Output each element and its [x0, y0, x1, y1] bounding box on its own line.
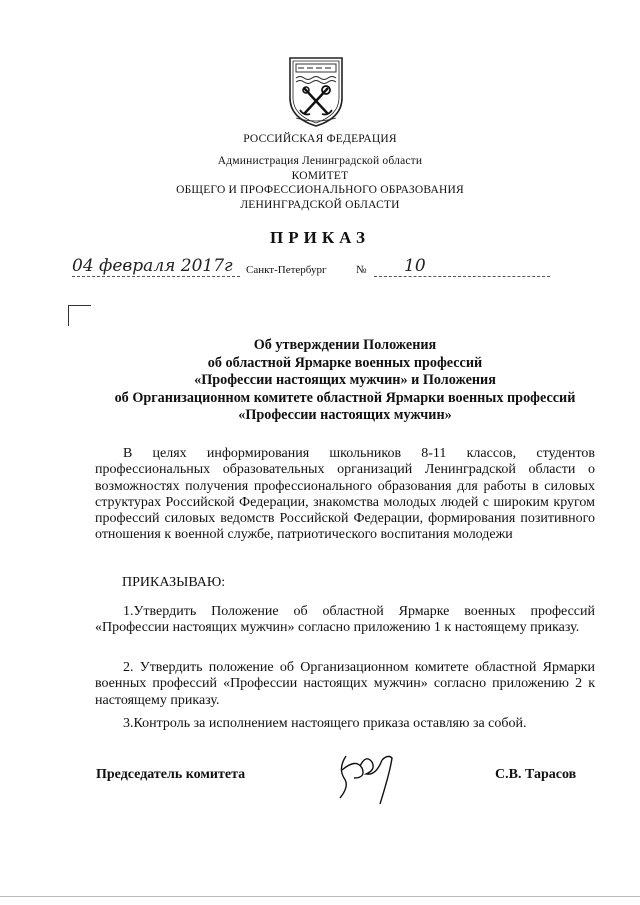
signatory-name: С.В. Тарасов [495, 767, 577, 782]
order-word: ПРИКАЗЫВАЮ: [122, 575, 226, 590]
document-type-title: ПРИКАЗ [270, 228, 370, 247]
signatory-position: Председатель комитета [96, 767, 246, 782]
handwritten-signature [332, 748, 402, 810]
header-administration: Администрация Ленинградской области [217, 155, 423, 167]
page-bottom-divider [0, 896, 640, 897]
header-committee: КОМИТЕТ [291, 170, 349, 182]
order-title-block [0, 337, 640, 425]
coat-of-arms-emblem [284, 54, 348, 128]
title-line: «Профессии настоящих мужчин» [238, 407, 452, 423]
header-country: РОССИЙСКАЯ ФЕДЕРАЦИЯ [243, 133, 397, 145]
handwritten-number: 10 [374, 256, 550, 277]
city-label: Санкт-Петербург [246, 264, 327, 276]
title-line: «Профессии настоящих мужчин» и Положения [194, 372, 496, 388]
preamble-paragraph: В целях информирования школьников 8-11 классов, студентов профессиональных образовательных организаций Ленинградской области о возможностях получения профессионального образования для работы в силовых структурах Российской Федерации, знакомства молодых людей с широким кругом профессий силовых ведомств Российской Федерации, формирования позитивного отношения к военной службе, патриотического воспитания молодежи [95, 446, 595, 543]
order-item-2: 2. Утвердить положение об Организационном комитете областной Ярмарки военных профессий «Профессии настоящих мужчин» согласно приложению 2 к настоящему приказу. [95, 660, 595, 708]
order-item-1: 1.Утвердить Положение об областной Ярмарке военных профессий «Профессии настоящих мужчин» согласно приложению 1 к настоящему приказу. [95, 604, 595, 636]
title-line: Об утверждении Положения [253, 337, 437, 353]
handwritten-date: 04 февраля 2017г [72, 256, 240, 277]
number-label: № [356, 264, 367, 276]
header-committee-full: ОБЩЕГО И ПРОФЕССИОНАЛЬНОГО ОБРАЗОВАНИЯ [176, 184, 464, 196]
title-line: об областной Ярмарке военных профессий [207, 354, 483, 371]
corner-bracket-mark [68, 305, 91, 326]
order-item-3: 3.Контроль за исполнением настоящего приказа оставляю за собой. [123, 716, 527, 731]
title-line: об Организационном комитете областной Ярмарки военных профессий [114, 389, 576, 406]
header-region: ЛЕНИНГРАДСКОЙ ОБЛАСТИ [240, 199, 400, 211]
